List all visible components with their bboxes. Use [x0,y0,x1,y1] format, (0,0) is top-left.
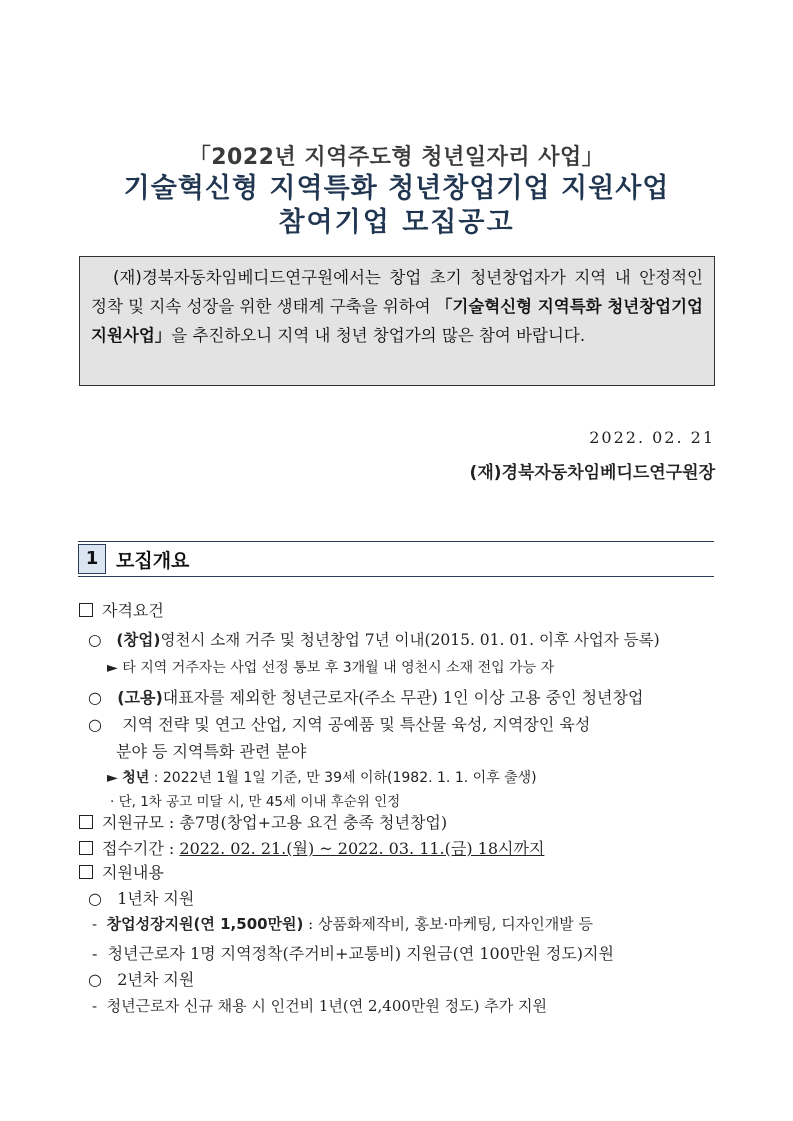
growth-label: 창업성장지원(연 1,500만원) [106,915,304,933]
period-value: 2022. 02. 21.(월) ~ 2022. 03. 11.(금) 18시까지 [179,839,545,858]
region-text-1: 지역 전략 및 연고 산업, 지역 공예품 및 특산물 육성, 지역장인 육성 [122,715,591,734]
period-label: 접수기간 : [102,839,180,858]
section-divider-bottom [78,576,714,577]
support-heading-text: 지원내용 [102,863,164,882]
eligibility-item-region: ○ 지역 전략 및 연고 산업, 지역 공예품 및 특산물 육성, 지역장인 육성 [88,715,591,734]
checkbox-icon [79,841,93,855]
region-text-2: 분야 등 지역특화 관련 분야 [116,742,307,761]
title-line-2: 기술혁신형 지역특화 청년창업기업 지원사업 [123,173,670,204]
startup-note: ► 타 지역 거주자는 사업 선정 통보 후 3개월 내 영천시 소재 전입 가능 자 [107,660,555,676]
section-header [78,541,714,577]
section-divider-top [78,541,714,542]
eligibility-heading [79,598,164,621]
checkbox-icon [79,603,93,617]
title-line-3: 참여기업 모집공고 [278,207,515,238]
hiring-text: 청년근로자 신규 채용 시 인건비 1년(연 2,400만원 정도) 추가 지원 [106,997,547,1015]
eligibility-item-employment: ○ (고용)대표자를 제외한 청년근로자(주소 무관) 1인 이상 고용 중인 청년창업 [88,688,644,707]
year2-item-hiring: - 청년근로자 신규 채용 시 인건비 1년(연 2,400만원 정도) 추가 지원 [92,997,547,1015]
organization-name: (재)경북자동차임베디드연구원장 [469,463,715,483]
intro-text-1: (재)경북자동차임베디드연구원에서는 창업 초기 청년창업자가 지역 내 안정적인 정착 및 지속 성장을 위한 생태계 구축을 위하여 [91,268,703,316]
eligibility-item-startup: ○ (창업)영천시 소재 거주 및 청년창업 7년 이내(2015. 01. 01. 이후 사업자 등록) [88,631,660,649]
youth-text: : 2022년 1월 1일 기준, 만 39세 이하(1982. 1. 1. 이후 출생) [149,770,537,786]
youth-note: · 단, 1차 공고 미달 시, 만 45세 이내 후순위 인정 [110,794,401,810]
title-line-1: 「2022년 지역주도형 청년일자리 사업」 [188,145,605,170]
checkbox-icon [79,815,93,829]
support-year2: ○ 2년차 지원 [88,970,195,989]
support-heading [79,860,164,883]
year1-label: 1년차 지원 [117,889,195,908]
scale-text: 지원규모 : 총7명(창업+고용 요건 충족 청년창업) [102,813,448,832]
startup-text: 영천시 소재 거주 및 청년창업 7년 이내(2015. 01. 01. 이후 사업자 등록) [160,631,660,649]
employment-text: 대표자를 제외한 청년근로자(주소 무관) 1인 이상 고용 중인 청년창업 [162,688,644,707]
year1-item-settlement: - 청년근로자 1명 지역정착(주거비+교통비) 지원금(연 100만원 정도)지원 [92,944,614,963]
year1-item-growth: - 창업성장지원(연 1,500만원) : 상품화제작비, 홍보·마케팅, 디자인개발 등 [92,915,593,933]
youth-definition: ► 청년 : 2022년 1월 1일 기준, 만 39세 이하(1982. 1. 1. 이후 출생) [107,770,537,786]
startup-label: (창업) [116,631,161,649]
intro-text-2: 을 추진하오니 지역 내 청년 창업가의 많은 참여 바랍니다. [171,326,586,345]
period-heading [79,836,544,859]
support-year1: ○ 1년차 지원 [88,889,195,908]
intro-bold-program: 「기술혁신형 지역특화 청년창업기업 지원사업」 [91,297,703,345]
youth-label: 청년 [122,770,150,786]
growth-text: : 상품화제작비, 홍보·마케팅, 디자인개발 등 [303,915,593,933]
section-number: 1 [78,544,106,574]
section-title: 모집개요 [116,550,190,572]
settlement-text: 청년근로자 1명 지역정착(주거비+교통비) 지원금(연 100만원 정도)지원 [107,944,614,963]
checkbox-icon [79,865,93,879]
year2-label: 2년차 지원 [117,970,195,989]
employment-label: (고용) [117,688,163,707]
eligibility-heading-text: 자격요건 [102,601,164,620]
scale-heading [79,810,447,833]
intro-box [79,256,715,386]
announcement-date: 2022. 02. 21 [589,428,715,447]
